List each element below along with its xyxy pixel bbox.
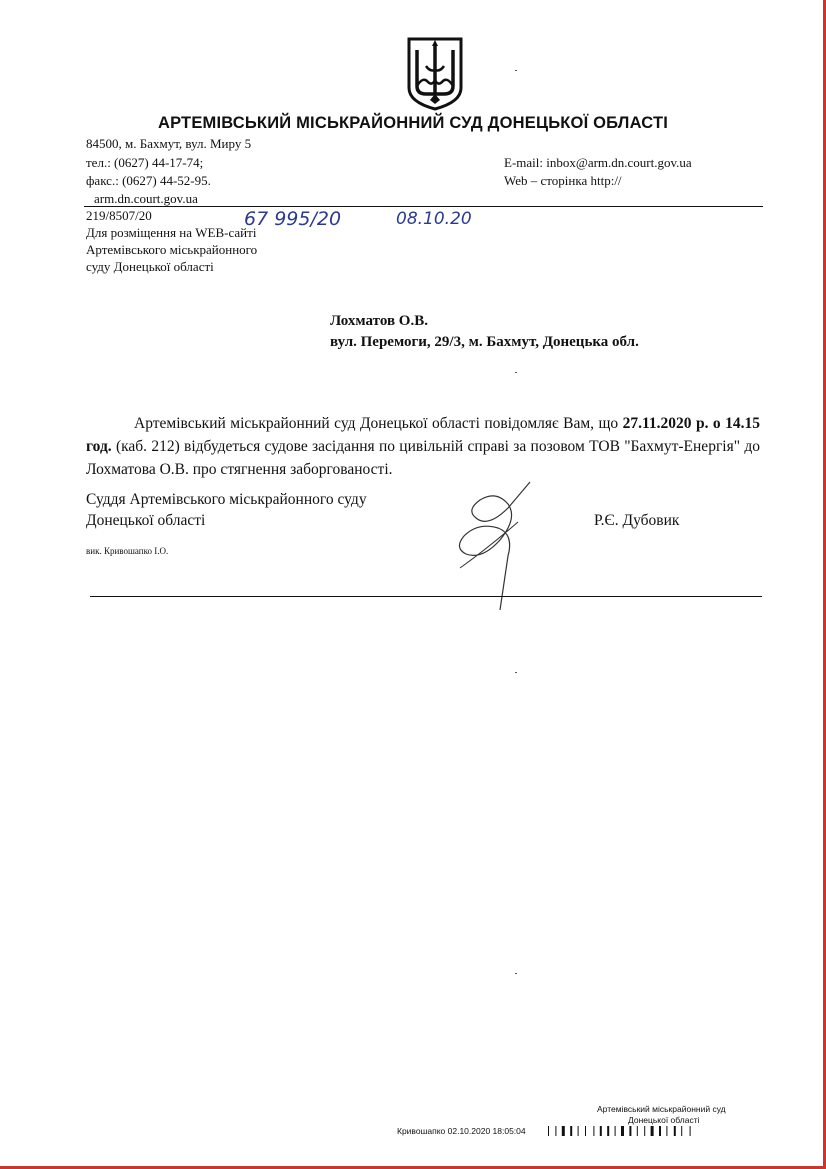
- court-address: 84500, м. Бахмут, вул. Миру 5: [86, 136, 252, 151]
- web-note-line-2: Артемівського міськрайонного: [86, 242, 258, 257]
- stamp-court-line-1: Артемівський міськрайонний суд: [597, 1104, 726, 1114]
- header-divider: [84, 206, 763, 207]
- hearing-date: 27.11.2020 р.: [622, 415, 709, 432]
- court-phone: тел.: (0627) 44-17-74;: [86, 155, 204, 170]
- stamp-court-line-2: Донецької області: [628, 1115, 700, 1125]
- footer-divider: [90, 596, 762, 597]
- court-site-domain: arm.dn.court.gov.ua: [94, 191, 198, 206]
- court-fax: факс.: (0627) 44-52-95.: [86, 173, 211, 188]
- judge-position-line-1: Суддя Артемівського міськрайонного суду: [86, 491, 367, 508]
- web-note-line-1: Для розміщення на WEB-сайті: [86, 225, 257, 240]
- handwritten-registration-number: 67 995/20: [244, 208, 342, 230]
- registration-barcode-icon: [548, 1126, 788, 1136]
- notice-text-part-1: Артемівський міськрайонний суд Донецької області повідомляє Вам, що: [134, 415, 623, 432]
- executor-name: вик. Кривошапко І.О.: [86, 546, 169, 556]
- handwritten-signature: [448, 478, 538, 613]
- trident-emblem-icon: [406, 36, 464, 112]
- stamp-registrar: Кривошапко 02.10.2020 18:05:04: [397, 1126, 526, 1136]
- recipient-address: вул. Перемоги, 29/3, м. Бахмут, Донецька обл.: [330, 334, 639, 350]
- court-email: E-mail: inbox@arm.dn.court.gov.ua: [504, 155, 692, 170]
- court-web: Web – сторінка http://: [504, 173, 622, 188]
- scan-speck: [515, 70, 517, 71]
- scan-speck: [515, 372, 517, 373]
- outgoing-number: 219/8507/20: [86, 208, 152, 223]
- court-name-heading: АРТЕМІВСЬКИЙ МІСЬКРАЙОННИЙ СУД ДОНЕЦЬКОЇ ОБЛАСТІ: [157, 114, 669, 132]
- judge-name: Р.Є. Дубовик: [594, 512, 680, 529]
- handwritten-registration-date: 08.10.20: [396, 209, 472, 229]
- notice-body: [86, 412, 760, 481]
- notice-text-part-2: (каб. 212) відбудеться судове засідання по цивільній справі за позовом ТОВ "Бахмут-Енергія" до Лохматова О.В. про стягнення заборгованості.: [86, 438, 760, 478]
- recipient-name: Лохматов О.В.: [330, 313, 428, 329]
- scan-speck: [515, 973, 517, 974]
- hearing-time: о 14.15 год.: [86, 415, 760, 455]
- web-note-line-3: суду Донецької області: [86, 259, 214, 274]
- scan-speck: [515, 672, 517, 673]
- judge-position-line-2: Донецької області: [86, 512, 206, 529]
